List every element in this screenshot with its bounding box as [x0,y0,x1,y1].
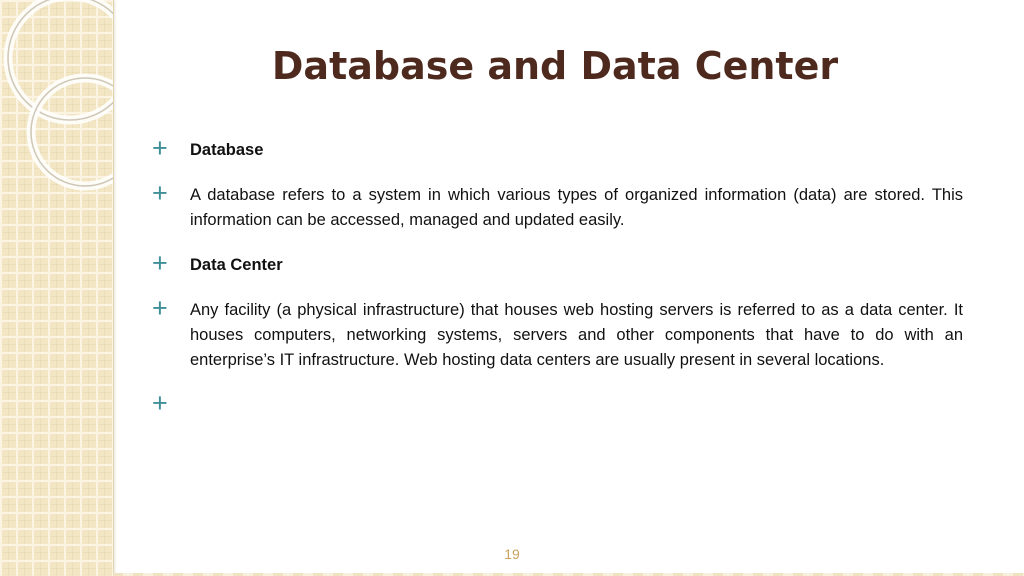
bullet-list [150,133,963,438]
bullet-text: Database [190,141,264,159]
bullet-text: A database refers to a system in which various types of organized information (data) are stored. This information can be accessed, managed and updated easily. [190,186,963,229]
plus-icon: + [152,388,168,418]
bullet-text: Any facility (a physical infrastructure) that houses web hosting servers is referred to as a data center. It houses computers, networking systems, servers and other components that have to do with an enterprise’s IT infrastructure. Web hosting data centers are usually present in several locations. [190,301,963,369]
bullet-text: Data Center [190,256,283,274]
slide-title: Database and Data Center [271,44,839,88]
bullet-item [150,178,963,233]
plus-icon: + [152,293,168,323]
bullet-item [150,133,963,163]
plus-icon: + [152,178,168,208]
page-number: 19 [504,546,520,562]
plus-icon: + [152,133,168,163]
plus-icon: + [152,248,168,278]
bullet-item [150,248,963,278]
bullet-item [150,293,963,373]
decorative-rings-icon [0,0,113,240]
decorative-side-panel [0,0,114,576]
bullet-item-empty [150,388,963,418]
